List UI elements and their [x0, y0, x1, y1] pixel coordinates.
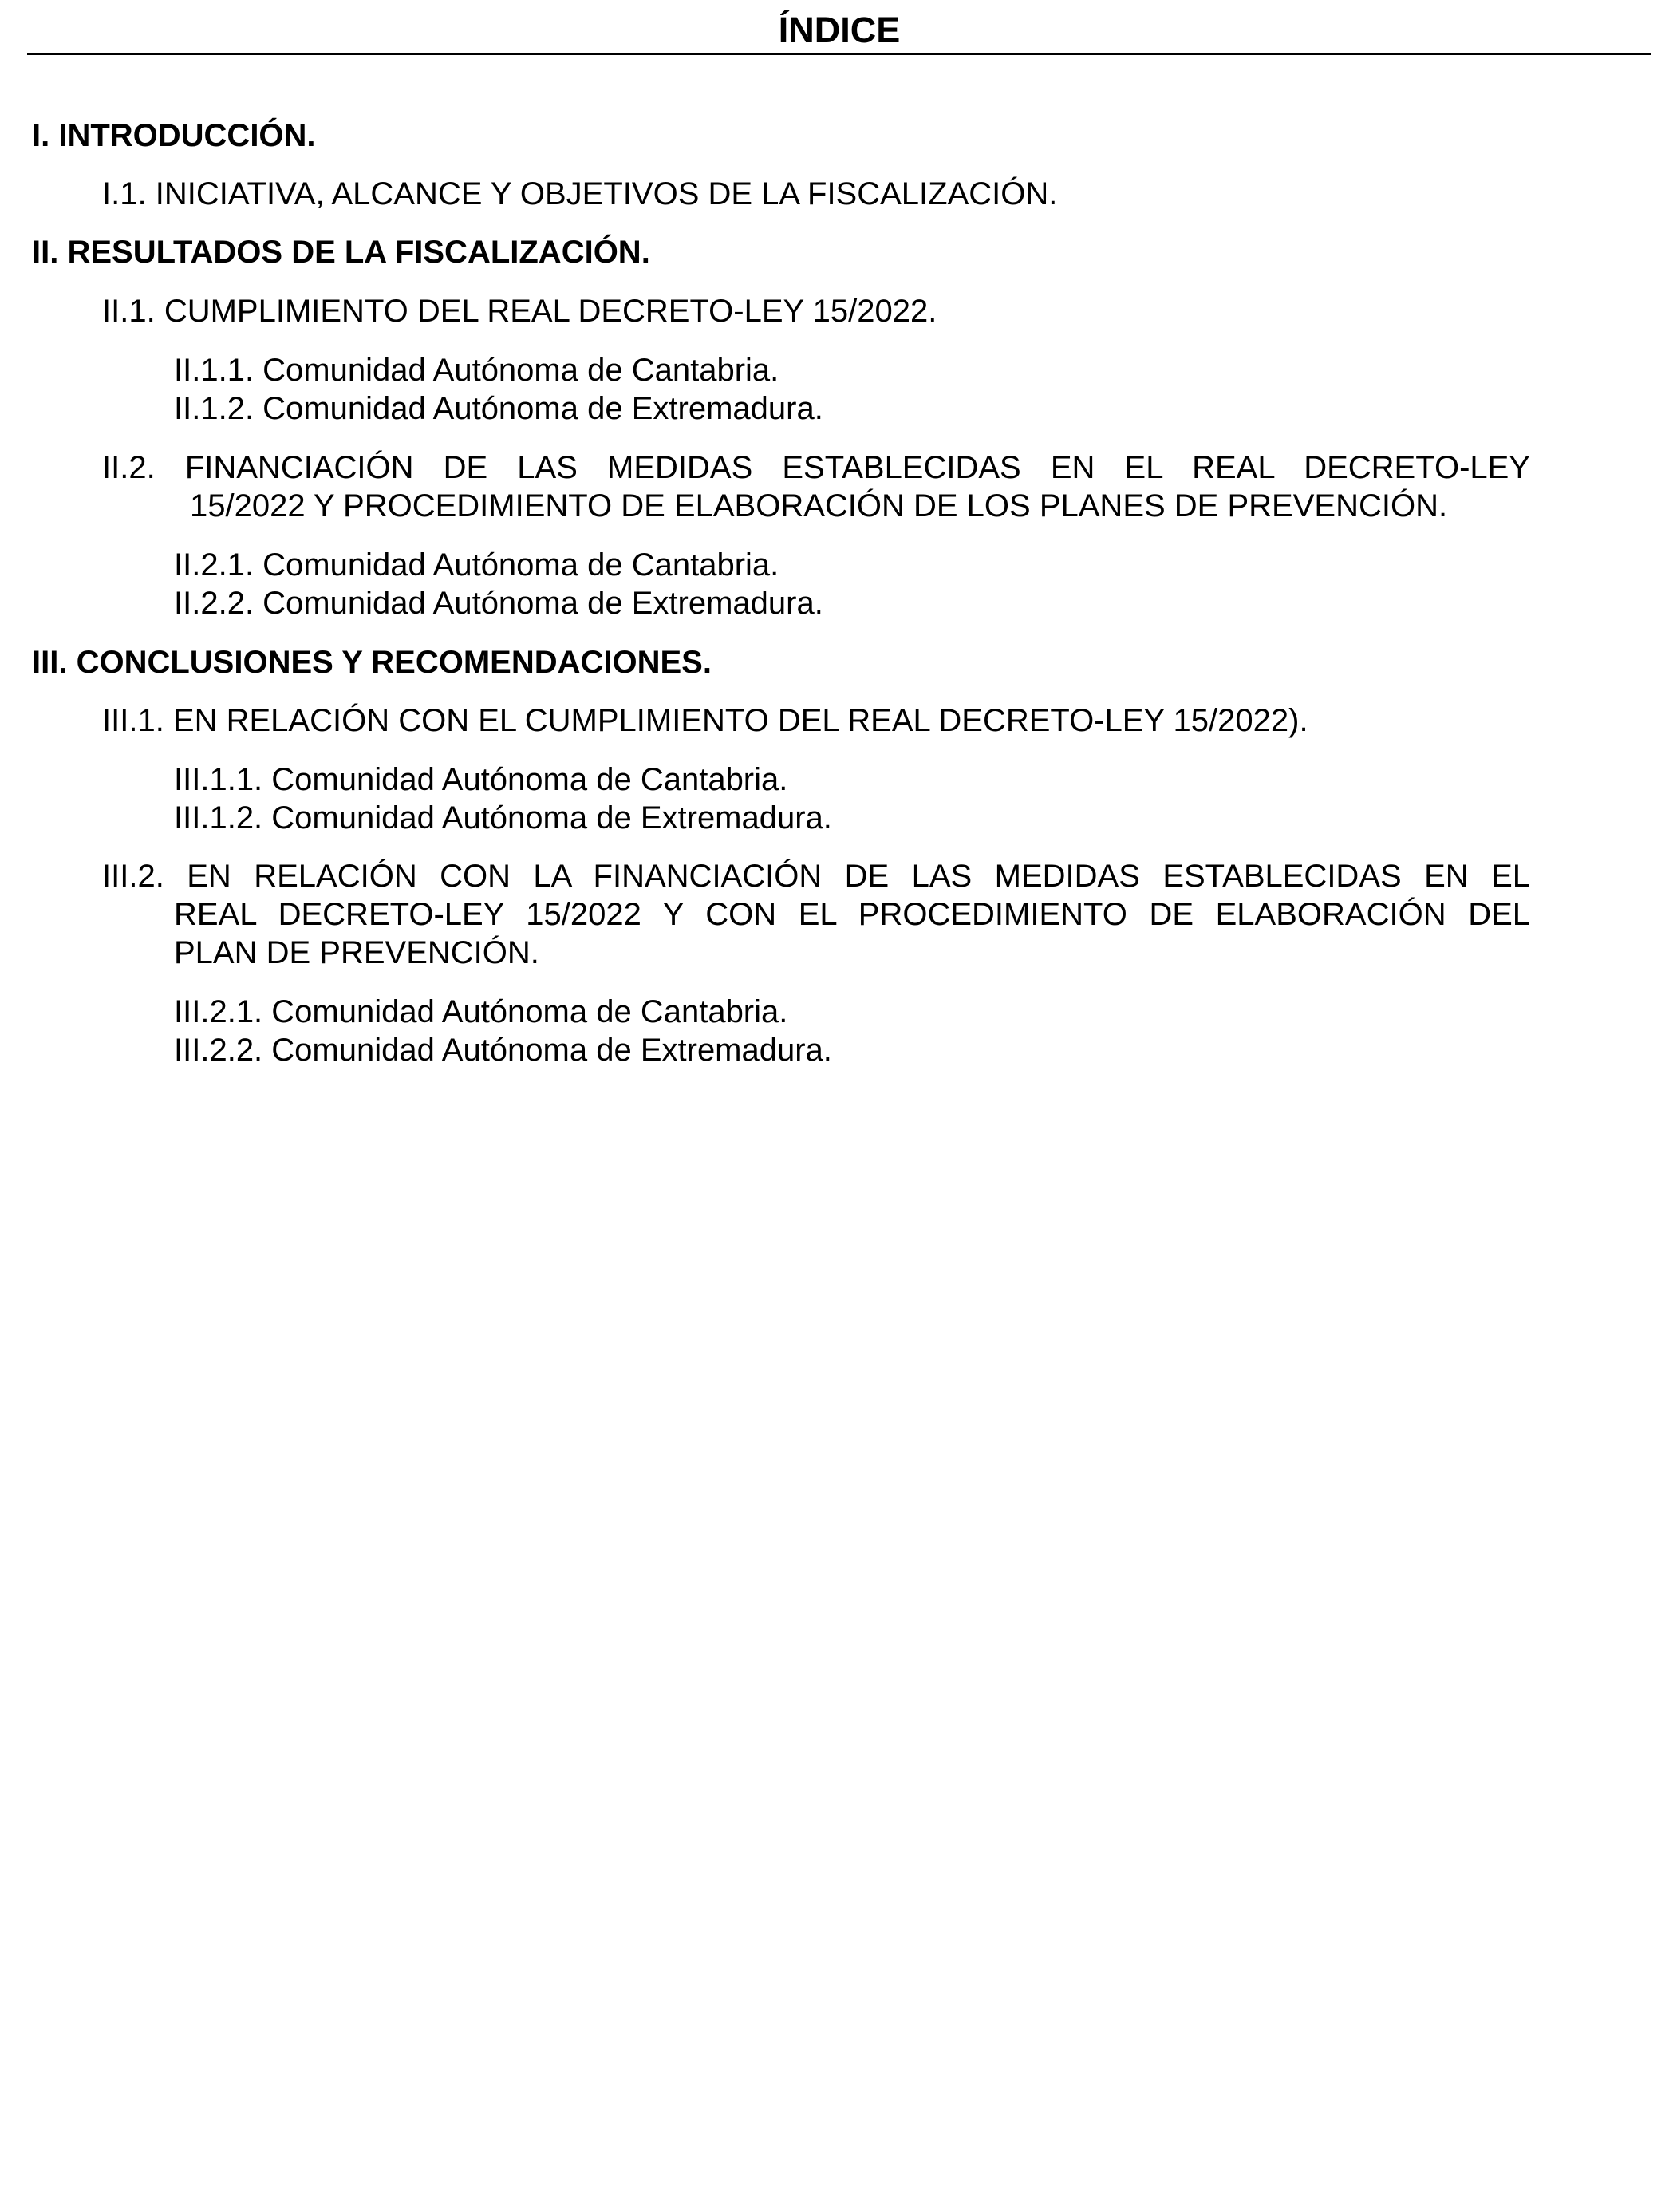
toc-section-1: I. INTRODUCCIÓN.	[32, 118, 316, 153]
toc-subsection-3-2-line2: REAL DECRETO-LEY 15/2022 Y CON EL PROCEDIMIENTO DE ELABORACIÓN DEL	[174, 897, 1530, 932]
toc-subsection-3-2-line3: PLAN DE PREVENCIÓN.	[174, 935, 539, 970]
title-divider	[27, 53, 1651, 55]
toc-item-3-1-2: III.1.2. Comunidad Autónoma de Extremadura.	[174, 800, 832, 835]
toc-item-3-1-1: III.1.1. Comunidad Autónoma de Cantabria.	[174, 762, 788, 797]
toc-subsection-3-2-line1: III.2. EN RELACIÓN CON LA FINANCIACIÓN DE LAS MEDIDAS ESTABLECIDAS EN EL	[102, 859, 1530, 894]
toc-item-2-1-1: II.1.1. Comunidad Autónoma de Cantabria.	[174, 353, 779, 388]
toc-subsection-2-2-line2: 15/2022 Y PROCEDIMIENTO DE ELABORACIÓN DE LOS PLANES DE PREVENCIÓN.	[190, 488, 1448, 523]
toc-item-2-2-2: II.2.2. Comunidad Autónoma de Extremadura.	[174, 586, 823, 621]
toc-subsection-2-2-line1: II.2. FINANCIACIÓN DE LAS MEDIDAS ESTABLECIDAS EN EL REAL DECRETO-LEY	[102, 450, 1530, 485]
toc-item-2-1-2: II.1.2. Comunidad Autónoma de Extremadura.	[174, 391, 823, 426]
toc-section-2: II. RESULTADOS DE LA FISCALIZACIÓN.	[32, 235, 650, 270]
toc-item-3-2-1: III.2.1. Comunidad Autónoma de Cantabria.	[174, 994, 788, 1029]
toc-item-2-2-1: II.2.1. Comunidad Autónoma de Cantabria.	[174, 547, 779, 583]
toc-subsection-2-2	[102, 448, 1530, 525]
page-title: ÍNDICE	[778, 10, 901, 50]
toc-section-3: III. CONCLUSIONES Y RECOMENDACIONES.	[32, 645, 712, 680]
toc-subsection-3-2	[102, 857, 1530, 972]
toc-subsection-1-1: I.1. INICIATIVA, ALCANCE Y OBJETIVOS DE LA FISCALIZACIÓN.	[102, 176, 1058, 211]
toc-item-3-2-2: III.2.2. Comunidad Autónoma de Extremadura.	[174, 1033, 832, 1068]
toc-subsection-3-1: III.1. EN RELACIÓN CON EL CUMPLIMIENTO DEL REAL DECRETO-LEY 15/2022).	[102, 703, 1308, 738]
toc-subsection-2-1: II.1. CUMPLIMIENTO DEL REAL DECRETO-LEY 15/2022.	[102, 294, 937, 329]
